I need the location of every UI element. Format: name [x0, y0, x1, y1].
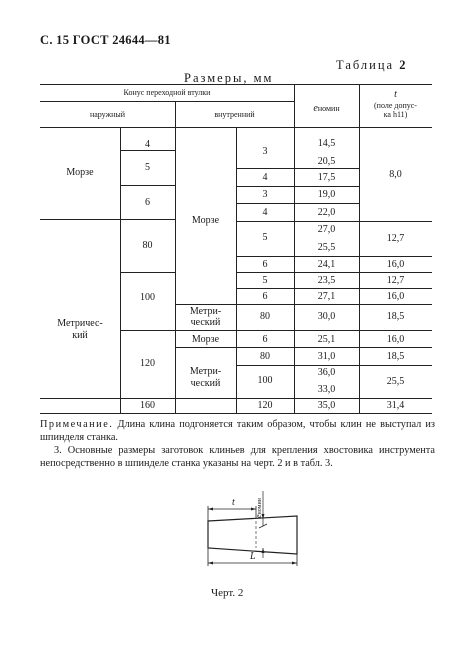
inner-type-metric-2: ческий — [190, 378, 221, 389]
table-label — [336, 58, 405, 73]
e-value: 22,0 — [317, 207, 336, 218]
t-value: 16,0 — [386, 334, 405, 345]
e-value: 24,1 — [317, 259, 336, 270]
wedge-outline — [208, 516, 297, 554]
e-value: 20,5 — [317, 156, 336, 167]
t-value: 31,4 — [386, 400, 405, 411]
table-number: 2 — [399, 58, 406, 72]
t-value: 16,0 — [386, 259, 405, 270]
t-value: 18,5 — [386, 311, 405, 322]
inner-value: 4 — [262, 207, 268, 218]
e-value: 25,5 — [317, 242, 336, 253]
outer-value: 4 — [145, 139, 150, 150]
header-inner: внутренний — [214, 110, 255, 119]
t-value: 16,0 — [386, 291, 405, 302]
e-value: 36,0 — [317, 367, 336, 378]
inner-value: 6 — [262, 291, 268, 302]
row-metric-label-1: Метричес- — [57, 318, 103, 329]
table-note — [40, 419, 435, 444]
note-label: Примечание. — [40, 419, 114, 430]
e-value: 27,0 — [317, 224, 336, 235]
t-value: 8,0 — [389, 169, 402, 180]
inner-value: 80 — [260, 311, 270, 322]
e-value: 14,5 — [317, 138, 336, 149]
drawing-e-label — [254, 497, 263, 518]
inner-value: 80 — [260, 351, 270, 362]
drawing-l-label: L — [250, 551, 256, 562]
row-morse-label: Морзе — [66, 167, 94, 178]
inner-type-metric-1: Метри- — [189, 366, 222, 377]
row-metric-label-2: кий — [72, 330, 88, 341]
e-value: 33,0 — [317, 384, 336, 395]
e-value: 30,0 — [317, 311, 336, 322]
e-value: 27,1 — [317, 291, 336, 302]
note-text: Длина клина подгоняется таким образом, чтобы клин не выступал из шпинделя станка. — [40, 419, 435, 443]
header-cone-group: Конус переходной втулки — [123, 88, 211, 97]
t-value: 12,7 — [386, 275, 405, 286]
wedge-drawing — [185, 476, 305, 581]
inner-value: 5 — [262, 275, 268, 286]
page-header: С. 15 ГОСТ 24644—81 — [40, 33, 171, 47]
header-t — [359, 89, 432, 100]
e-value: 17,5 — [317, 172, 336, 183]
table-caption: Размеры, мм — [184, 71, 274, 85]
inner-value: 100 — [257, 375, 273, 386]
header-e-symbol: e — [313, 103, 318, 114]
t-value: 18,5 — [386, 351, 405, 362]
table-label-text: Таблица — [336, 58, 395, 72]
inner-value: 3 — [262, 146, 268, 157]
inner-type-morse: Морзе — [191, 215, 220, 226]
e-value: 31,0 — [317, 351, 336, 362]
e-value: 19,0 — [317, 189, 336, 200]
header-e-sub: номин — [317, 104, 340, 113]
inner-type-metric-2: ческий — [190, 317, 221, 328]
figure-caption: Черт. 2 — [211, 587, 244, 599]
outer-value: 5 — [145, 162, 150, 173]
outer-value: 120 — [140, 358, 155, 369]
header-t-sub1: (поле допус- — [374, 101, 417, 110]
outer-value: 6 — [145, 197, 150, 208]
inner-value: 5 — [262, 232, 268, 243]
outer-value: 160 — [140, 400, 155, 411]
inner-value: 120 — [257, 400, 273, 411]
drawing-t-label: t — [232, 497, 235, 508]
header-t-symbol: t — [394, 89, 397, 100]
inner-type-metric-1: Метри- — [189, 306, 222, 317]
header-t-sub2: ка h11) — [383, 110, 408, 119]
t-value: 12,7 — [386, 233, 405, 244]
inner-type-morse: Морзе — [191, 334, 220, 345]
drawing-e-sub: номин — [257, 498, 263, 515]
header-outer: наружный — [89, 110, 126, 119]
inner-value: 3 — [262, 189, 268, 200]
e-value: 35,0 — [317, 400, 336, 411]
e-value: 25,1 — [317, 334, 336, 345]
outer-value: 80 — [142, 240, 153, 251]
inner-value: 4 — [262, 172, 268, 183]
header-e — [294, 103, 359, 114]
inner-value: 6 — [262, 334, 268, 345]
drawing-e-symbol: e — [254, 514, 263, 518]
paragraph-3: 3. Основные размеры заготовок клиньев для крепления хвостовика инструмента непосредственно в шпинделе станка указаны на черт. 2 и в табл. 3. — [40, 445, 435, 469]
inner-value: 6 — [262, 259, 268, 270]
t-value: 25,5 — [386, 376, 405, 387]
outer-value: 100 — [140, 292, 155, 303]
e-value: 23,5 — [317, 275, 336, 286]
